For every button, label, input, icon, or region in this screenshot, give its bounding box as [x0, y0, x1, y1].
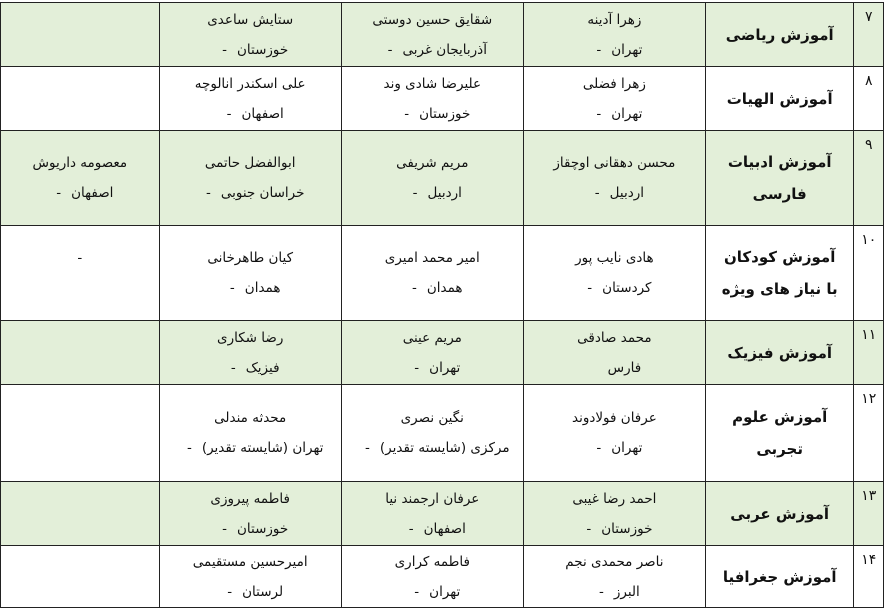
separator-dash: -	[222, 41, 227, 58]
person-cell	[1, 67, 160, 131]
separator-dash: -	[226, 105, 232, 122]
person-cell	[1, 321, 160, 385]
person-name: ناصر محمدی نجم	[565, 553, 664, 570]
person-cell	[1, 3, 160, 67]
person-province: تهران	[611, 105, 643, 122]
separator-dash	[70, 91, 90, 107]
separator-dash	[70, 425, 90, 441]
person-cell	[159, 482, 341, 546]
separator-dash: -	[586, 520, 592, 537]
subject-cell: آموزش ریاضی	[705, 3, 854, 67]
person-name: رضا شکاری	[217, 329, 284, 346]
person-name: زهرا آدینه	[587, 11, 642, 28]
person-name: علی اسکندر انالوچه	[194, 75, 306, 92]
person-province: تهران (شایسته تقدیر)	[201, 440, 324, 456]
row-number: ۱۳	[854, 482, 884, 546]
separator-dash: -	[387, 41, 393, 58]
table-row	[1, 67, 884, 131]
person-name: مریم شریفی	[396, 155, 469, 171]
person-cell	[341, 67, 523, 131]
awards-table	[0, 2, 884, 608]
separator-dash	[588, 360, 608, 376]
person-name: ابوالفضل حاتمی	[204, 155, 296, 171]
row-number: ۱۲	[854, 385, 884, 482]
person-province: تهران	[429, 359, 461, 376]
person-cell	[341, 226, 523, 321]
person-cell	[1, 131, 160, 226]
separator-dash: -	[186, 440, 192, 456]
person-province: تهران	[611, 41, 643, 58]
person-province: فارس	[607, 359, 642, 376]
person-name: علیرضا شادی وند	[383, 75, 482, 92]
row-number: ۱۱	[854, 321, 884, 385]
person-name: فاطمه کراری	[394, 553, 470, 570]
separator-dash	[70, 569, 90, 585]
person-cell	[159, 226, 341, 321]
subject-cell: آموزش کودکان با نیاز های ویژه	[705, 226, 854, 321]
person-name: کیان طاهرخانی	[207, 250, 294, 266]
person-province: خوزستان	[237, 520, 289, 537]
row-number: ۱۴	[854, 546, 884, 608]
row-number: ۷	[854, 3, 884, 67]
person-name: امیر محمد امیری	[384, 250, 480, 266]
person-province: اصفهان	[241, 105, 284, 122]
separator-dash: -	[229, 280, 235, 296]
person-name: امیرحسین مستقیمی	[192, 553, 308, 570]
person-province: اردبیل	[609, 185, 644, 201]
person-name: معصومه داریوش	[32, 155, 128, 171]
person-name: محدثه مندلی	[214, 410, 287, 426]
separator-dash	[70, 280, 90, 296]
separator-dash	[70, 27, 90, 43]
person-province: کردستان	[602, 280, 652, 296]
person-province: مرکزی (شایسته تقدیر)	[379, 440, 510, 456]
person-name: عرفان ارجمند نیا	[385, 490, 480, 507]
person-name: نگین نصری	[400, 410, 464, 426]
separator-dash	[70, 345, 90, 361]
person-province: همدان	[426, 280, 463, 296]
person-province: لرستان	[242, 583, 284, 600]
separator-dash: -	[596, 440, 602, 456]
separator-dash: -	[408, 520, 414, 537]
person-cell	[523, 131, 705, 226]
table-row	[1, 3, 884, 67]
person-cell	[159, 385, 341, 482]
subject-cell: آموزش ادبیات فارسی	[705, 131, 854, 226]
person-name: ستایش ساعدی	[207, 11, 294, 28]
separator-dash: -	[56, 185, 62, 201]
separator-dash: -	[594, 185, 600, 201]
table-row	[1, 131, 884, 226]
person-name: محسن دهقانی اوچقاز	[553, 155, 676, 171]
person-province: خوزستان	[601, 520, 653, 537]
separator-dash: -	[596, 105, 602, 122]
person-name: هادی نایب پور	[575, 250, 654, 266]
person-name: -	[77, 250, 83, 266]
separator-dash: -	[414, 583, 420, 600]
separator-dash: -	[227, 583, 233, 600]
separator-dash: -	[222, 520, 227, 537]
person-province: خراسان جنوبی	[220, 185, 305, 201]
person-name: فاطمه پیروزی	[210, 490, 290, 507]
subject-cell: آموزش علوم تجربی	[705, 385, 854, 482]
person-cell	[1, 385, 160, 482]
row-number: ۹	[854, 131, 884, 226]
row-number: ۸	[854, 67, 884, 131]
awards-table-body	[1, 3, 884, 608]
person-province: اردبیل	[427, 185, 462, 201]
person-province: البرز	[613, 583, 640, 600]
row-number: ۱۰	[854, 226, 884, 321]
table-row	[1, 546, 884, 608]
person-name: احمد رضا غیبی	[572, 490, 657, 507]
person-province: خوزستان	[237, 41, 289, 58]
subject-cell: آموزش عربی	[705, 482, 854, 546]
person-cell	[341, 3, 523, 67]
person-cell	[523, 226, 705, 321]
person-cell	[159, 3, 341, 67]
separator-dash: -	[596, 41, 602, 58]
person-cell	[341, 546, 523, 608]
person-cell	[159, 131, 341, 226]
person-cell	[159, 67, 341, 131]
person-cell	[341, 482, 523, 546]
person-cell	[1, 226, 160, 321]
person-cell	[523, 385, 705, 482]
person-cell	[523, 482, 705, 546]
person-cell	[341, 385, 523, 482]
person-province: تهران	[611, 440, 643, 456]
person-province: همدان	[244, 280, 281, 296]
separator-dash: -	[205, 185, 211, 201]
person-province: آذربایجان غربی	[402, 41, 487, 58]
person-name: شقایق حسین دوستی	[372, 11, 493, 28]
person-cell	[1, 546, 160, 608]
person-cell	[523, 3, 705, 67]
person-cell	[523, 321, 705, 385]
separator-dash	[70, 506, 90, 522]
person-province: اصفهان	[71, 185, 114, 201]
separator-dash: -	[404, 105, 410, 122]
person-cell	[341, 131, 523, 226]
table-row	[1, 321, 884, 385]
separator-dash: -	[412, 280, 417, 296]
table-row	[1, 385, 884, 482]
separator-dash: -	[414, 359, 420, 376]
person-cell	[1, 482, 160, 546]
subject-cell: آموزش جغرافیا	[705, 546, 854, 608]
person-cell	[341, 321, 523, 385]
person-province: فیزیک	[245, 359, 280, 376]
subject-cell: آموزش الهیات	[705, 67, 854, 131]
person-name: مریم عینی	[402, 329, 462, 346]
person-name: عرفان فولادوند	[571, 410, 657, 426]
separator-dash: -	[365, 440, 370, 456]
person-name: زهرا فضلی	[582, 75, 646, 92]
person-cell	[159, 321, 341, 385]
separator-dash: -	[587, 280, 593, 296]
person-cell	[159, 546, 341, 608]
person-province: تهران	[429, 583, 461, 600]
person-cell	[523, 67, 705, 131]
person-name: محمد صادقی	[577, 329, 652, 346]
person-province: خوزستان	[419, 105, 471, 122]
table-row	[1, 482, 884, 546]
table-row	[1, 226, 884, 321]
person-cell	[523, 546, 705, 608]
separator-dash: -	[230, 359, 236, 376]
separator-dash: -	[598, 583, 604, 600]
subject-cell: آموزش فیزیک	[705, 321, 854, 385]
person-province: اصفهان	[423, 520, 466, 537]
separator-dash: -	[412, 185, 418, 201]
